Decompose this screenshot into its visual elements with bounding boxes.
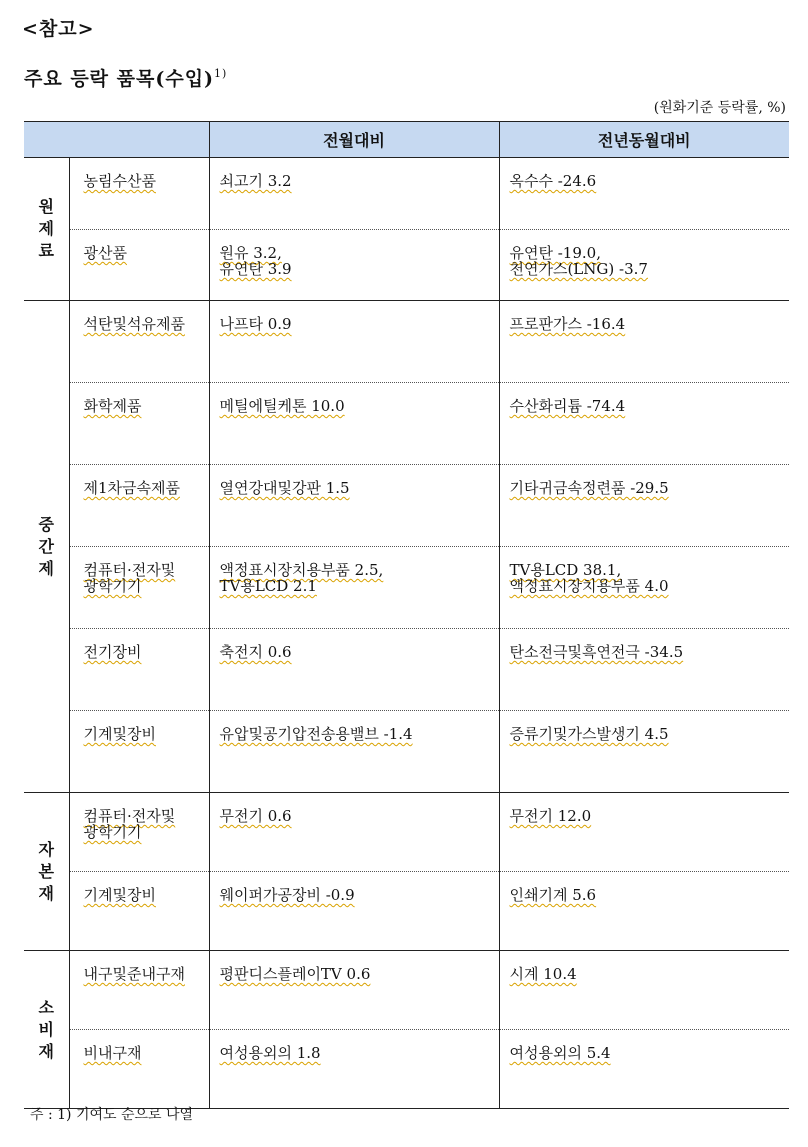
yoy-cell [499,547,789,629]
category-cell: 자 본 재 [24,793,69,951]
mom-cell [209,872,499,951]
item-cell-text: 농림수산품 [83,172,156,190]
mom-cell-text: 웨이퍼가공장비 -0.9 [219,886,355,904]
mom-cell [209,383,499,465]
yoy-cell [499,1030,789,1109]
reference-heading: <참고> [22,18,95,40]
category-cell: 원 제 료 [24,158,69,301]
item-cell [69,711,209,793]
mom-cell-text: 액정표시장치용부품 2.5, TV용LCD 2.1 [219,561,384,595]
item-cell-text: 화학제품 [83,397,142,415]
mom-cell-text: 축전지 0.6 [219,643,292,661]
table-row [24,629,789,711]
yoy-cell [499,951,789,1030]
table-row [24,230,789,301]
mom-cell-text: 무전기 0.6 [219,807,292,825]
yoy-cell-text: 인쇄기계 5.6 [509,886,597,904]
mom-cell-text: 유압및공기압전송용밸브 -1.4 [219,725,413,743]
table-row [24,547,789,629]
yoy-cell-text: TV용LCD 38.1, 액정표시장치용부품 4.0 [509,561,669,595]
table-row [24,465,789,547]
table-row [24,158,789,230]
item-cell [69,1030,209,1109]
item-cell [69,951,209,1030]
mom-cell-text: 평판디스플레이TV 0.6 [219,965,371,983]
yoy-cell-text: 기타귀금속정련품 -29.5 [509,479,669,497]
footnote: 주 : 1) 기여도 순으로 나열 [30,1107,194,1123]
table-row [24,383,789,465]
item-cell-text: 컴퓨터·전자및 광학기기 [83,807,176,841]
category-cell: 소 비 재 [24,951,69,1109]
yoy-cell-text: 여성용외의 5.4 [509,1044,611,1062]
table-row [24,1030,789,1109]
yoy-cell-text: 유연탄 -19.0, 천연가스(LNG) -3.7 [509,244,648,278]
header-blank [24,122,209,158]
item-cell [69,301,209,383]
table-row [24,872,789,951]
header-mom: 전월대비 [209,122,499,158]
yoy-cell-text: 무전기 12.0 [509,807,592,825]
yoy-cell [499,711,789,793]
yoy-cell-text: 수산화리튬 -74.4 [509,397,626,415]
item-cell [69,158,209,230]
header-yoy: 전년동월대비 [499,122,789,158]
item-cell [69,547,209,629]
section-title-text: 주요 등락 품목(수입) [24,68,215,90]
yoy-cell [499,872,789,951]
item-cell-text: 전기장비 [83,643,142,661]
table-row [24,711,789,793]
mom-cell [209,1030,499,1109]
item-cell-text: 컴퓨터·전자및 광학기기 [83,561,176,595]
item-cell [69,872,209,951]
item-cell-text: 석탄및석유제품 [83,315,185,333]
mom-cell [209,301,499,383]
item-cell [69,383,209,465]
mom-cell-text: 나프타 0.9 [219,315,292,333]
item-cell-text: 기계및장비 [83,725,156,743]
import-price-table [24,121,789,1109]
mom-cell [209,547,499,629]
category-cell: 중 간 제 [24,301,69,793]
table-row [24,951,789,1030]
yoy-cell-text: 탄소전극및흑연전극 -34.5 [509,643,684,661]
item-cell [69,230,209,301]
item-cell-text: 기계및장비 [83,886,156,904]
yoy-cell [499,465,789,547]
item-cell [69,793,209,872]
item-cell [69,629,209,711]
mom-cell [209,793,499,872]
yoy-cell [499,793,789,872]
mom-cell-text: 여성용외의 1.8 [219,1044,321,1062]
section-title [24,64,227,91]
yoy-cell [499,301,789,383]
mom-cell-text: 쇠고기 3.2 [219,172,292,190]
mom-cell-text: 메틸에틸케톤 10.0 [219,397,345,415]
table-row [24,301,789,383]
unit-note: (원화기준 등락률, %) [653,100,786,116]
yoy-cell-text: 옥수수 -24.6 [509,172,597,190]
mom-cell-text: 열연강대및강판 1.5 [219,479,350,497]
yoy-cell-text: 시계 10.4 [509,965,577,983]
item-cell-text: 제1차금속제품 [83,479,180,497]
item-cell-text: 내구및준내구재 [83,965,185,983]
table-row [24,793,789,872]
mom-cell [209,711,499,793]
table-body [24,158,789,1109]
section-title-footnote-mark: 1) [214,67,228,80]
mom-cell [209,629,499,711]
mom-cell [209,465,499,547]
mom-cell [209,158,499,230]
yoy-cell [499,230,789,301]
yoy-cell-text: 프로판가스 -16.4 [509,315,626,333]
mom-cell-text: 원유 3.2, 유연탄 3.9 [219,244,292,278]
yoy-cell [499,158,789,230]
yoy-cell [499,629,789,711]
item-cell-text: 광산품 [83,244,127,262]
yoy-cell [499,383,789,465]
yoy-cell-text: 증류기및가스발생기 4.5 [509,725,669,743]
mom-cell [209,230,499,301]
item-cell-text: 비내구재 [83,1044,142,1062]
mom-cell [209,951,499,1030]
item-cell [69,465,209,547]
table-header-row [24,122,789,158]
